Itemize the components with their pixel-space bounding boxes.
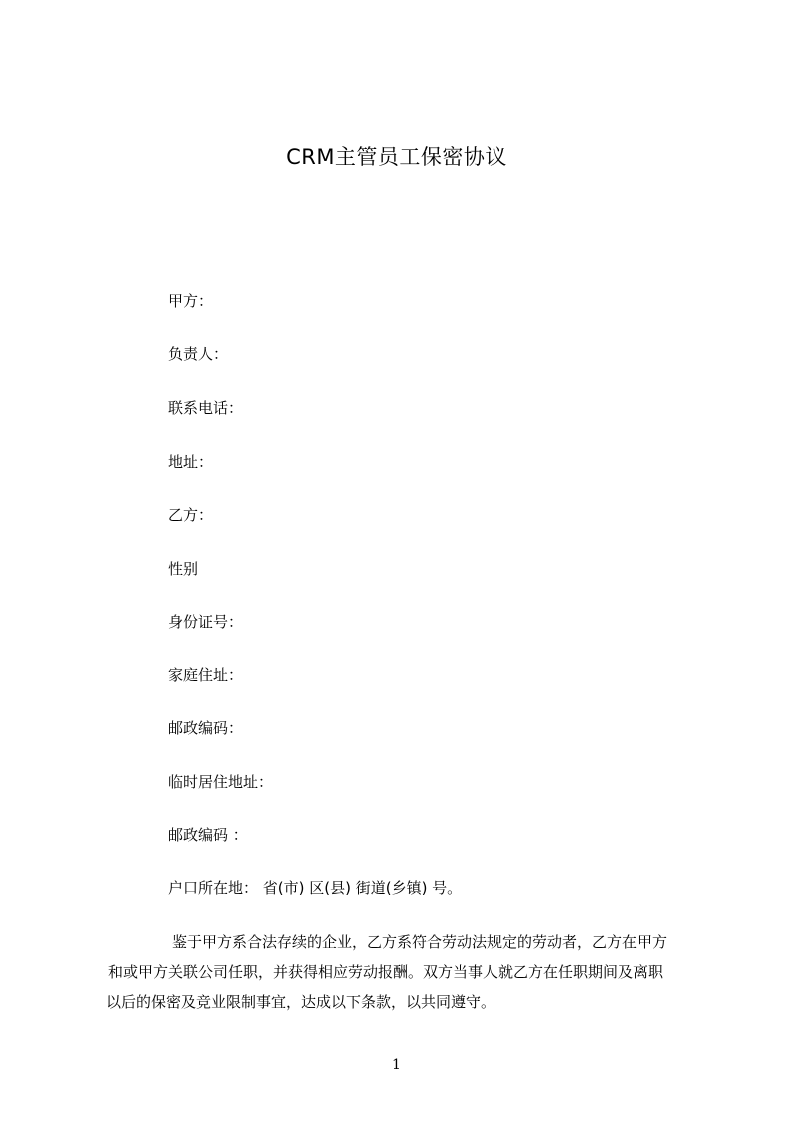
party-a-label: 甲方： xyxy=(168,292,214,310)
intro-paragraph xyxy=(106,927,702,1017)
home-address-label: 家庭住址： xyxy=(168,666,244,684)
person-in-charge-label: 负责人： xyxy=(168,345,229,363)
gender-label: 性别 xyxy=(168,560,199,578)
party-b-label: 乙方： xyxy=(168,506,214,524)
document-title: CRM主管员工保密协议 xyxy=(286,145,507,169)
contact-phone-label: 联系电话： xyxy=(168,399,244,417)
temporary-address-label: 临时居住地址： xyxy=(168,773,274,791)
household-registration-label: 户口所在地： 省(市) 区(县) 街道(乡镇) 号。 xyxy=(168,879,463,897)
page-number: 1 xyxy=(392,1057,401,1073)
intro-line-1: 鉴于甲方系合法存续的企业，乙方系符合劳动法规定的劳动者，乙方在甲方 xyxy=(172,933,668,951)
intro-line-2: 和或甲方关联公司任职，并获得相应劳动报酬。双方当事人就乙方在任职期间及离职 xyxy=(108,963,664,981)
intro-line-3: 以后的保密及竞业限制事宜，达成以下条款，以共同遵守。 xyxy=(106,993,497,1011)
postal-code-label: 邮政编码： xyxy=(168,719,244,737)
postal-code-2-label: 邮政编码 ： xyxy=(168,826,248,844)
id-number-label: 身份证号： xyxy=(168,613,244,631)
address-label: 地址： xyxy=(168,453,214,471)
